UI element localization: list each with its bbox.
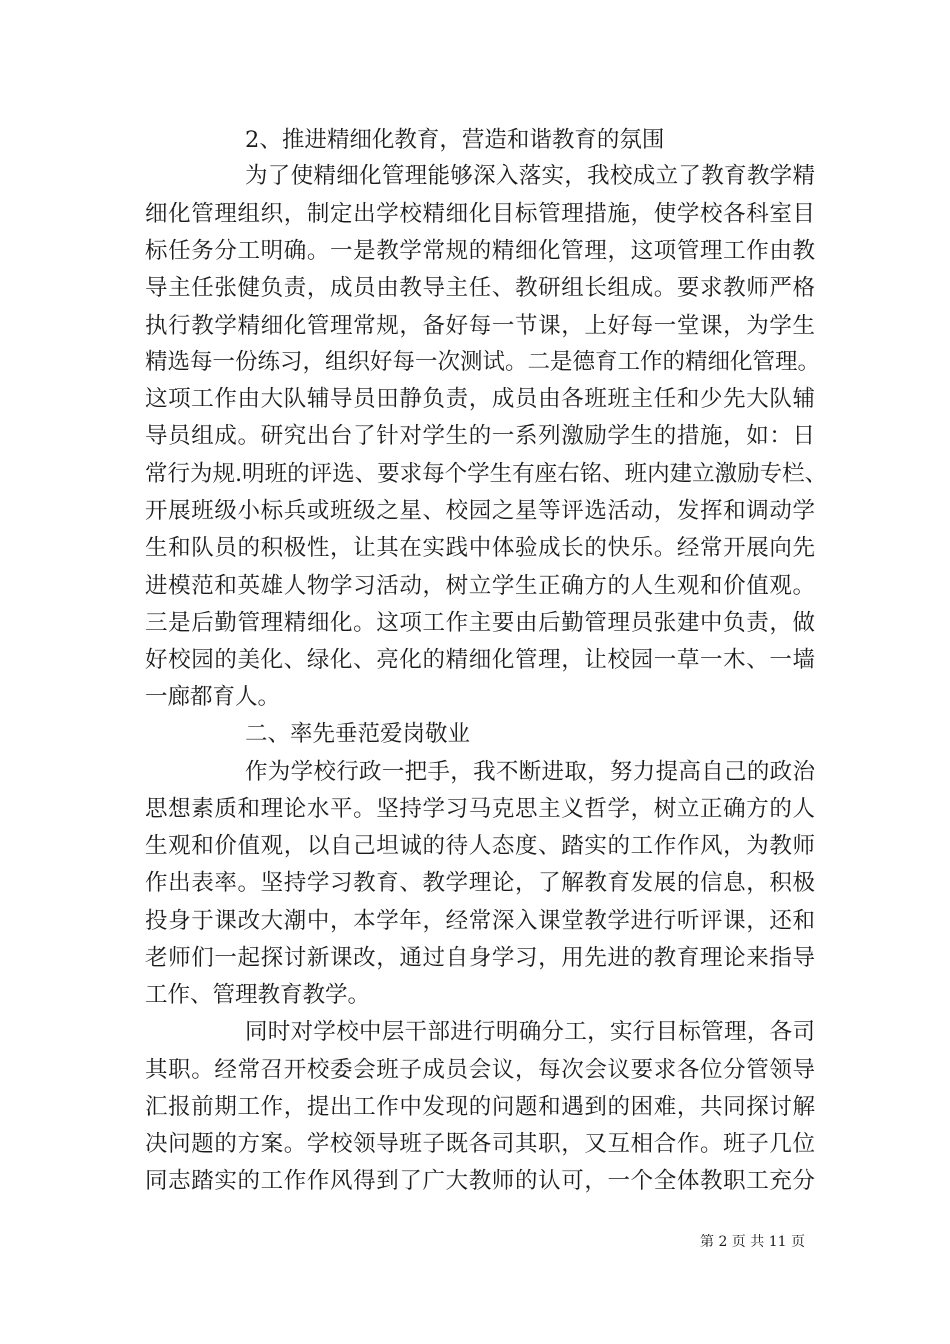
paragraph-line: 为了使精细化管理能够深入落实，我校成立了教育教学精 [245, 163, 815, 189]
page-number-footer: 第 2 页 共 11 页 [700, 1234, 805, 1250]
paragraph-line: 思想素质和理论水平。坚持学习马克思主义哲学，树立正确方的人 [145, 796, 815, 822]
paragraph-line: 汇报前期工作，提出工作中发现的问题和遇到的困难，共同探讨解 [145, 1094, 815, 1120]
paragraph-line: 作出表率。坚持学习教育、教学理论，了解教育发展的信息，积极 [145, 870, 815, 896]
paragraph-line: 生观和价值观，以自己坦诚的待人态度、踏实的工作作风，为教师 [145, 833, 815, 859]
paragraph-line: 老师们一起探讨新课改，通过自身学习，用先进的教育理论来指导 [145, 945, 815, 971]
paragraph-line: 同志踏实的工作作风得到了广大教师的认可，一个全体教职工充分 [145, 1168, 815, 1194]
paragraph-line: 精选每一份练习，组织好每一次测试。二是德育工作的精细化管理。 [145, 349, 821, 375]
paragraph-line: 工作、管理教育教学。 [145, 982, 371, 1008]
section-heading-lead-by-example: 二、率先垂范爱岗敬业 [245, 721, 471, 747]
paragraph-line: 三是后勤管理精细化。这项工作主要由后勤管理员张建中负责，做 [145, 610, 815, 636]
paragraph-line: 好校园的美化、绿化、亮化的精细化管理，让校园一草一木、一墙 [145, 647, 815, 673]
paragraph-line: 作为学校行政一把手，我不断进取，努力提高自己的政治 [245, 759, 815, 785]
paragraph-line: 进模范和英雄人物学习活动，树立学生正确方的人生观和价值观。 [145, 573, 815, 599]
paragraph-line: 其职。经常召开校委会班子成员会议，每次会议要求各位分管领导 [145, 1057, 815, 1083]
paragraph-line: 同时对学校中层干部进行明确分工，实行目标管理，各司 [245, 1019, 815, 1045]
paragraph-line: 导员组成。研究出台了针对学生的一系列激励学生的措施，如：日 [145, 423, 815, 449]
paragraph-line: 投身于课改大潮中，本学年，经常深入课堂教学进行听评课，还和 [145, 908, 815, 934]
paragraph-line: 这项工作由大队辅导员田静负责，成员由各班班主任和少先大队辅 [145, 386, 815, 412]
paragraph-line: 常行为规.明班的评选、要求每个学生有座右铭、班内建立激励专栏、 [145, 461, 828, 487]
paragraph-line: 执行教学精细化管理常规，备好每一节课，上好每一堂课，为学生 [145, 313, 815, 339]
paragraph-line: 细化管理组织，制定出学校精细化目标管理措施，使学校各科室目 [145, 201, 815, 227]
paragraph-line: 标任务分工明确。一是教学常规的精细化管理，这项管理工作由教 [145, 238, 815, 264]
paragraph-line: 开展班级小标兵或班级之星、校园之星等评选活动，发挥和调动学 [145, 498, 815, 524]
paragraph-line: 一廊都育人。 [145, 684, 281, 710]
paragraph-line: 决问题的方案。学校领导班子既各司其职，又互相合作。班子几位 [145, 1131, 815, 1157]
section-heading-refined-education: 2、推进精细化教育，营造和谐教育的氛围 [245, 127, 665, 153]
paragraph-line: 导主任张健负责，成员由教导主任、教研组长组成。要求教师严格 [145, 275, 815, 301]
paragraph-line: 生和队员的积极性，让其在实践中体验成长的快乐。经常开展向先 [145, 535, 815, 561]
